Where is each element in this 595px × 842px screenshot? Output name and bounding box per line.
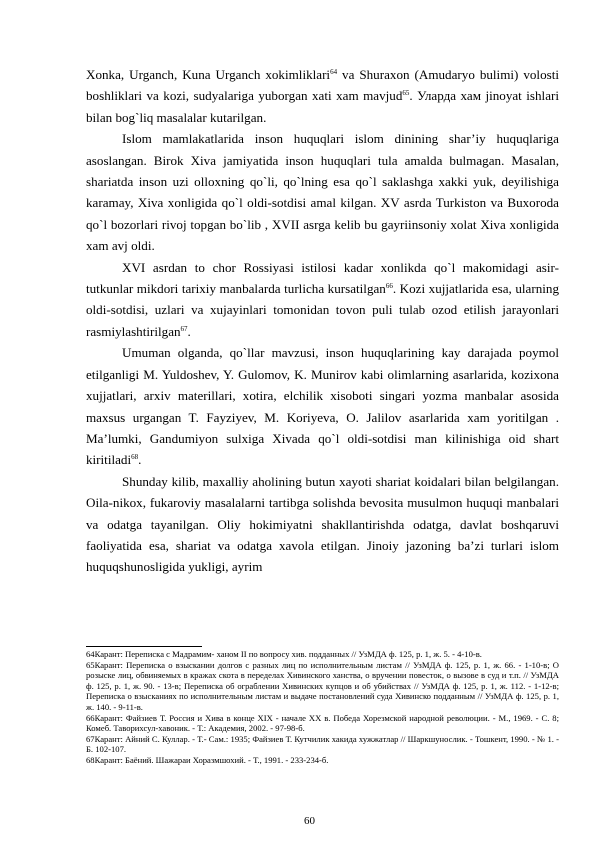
paragraph-text: XVI asrdan to chor Rossiyasi istilosi kadar xonlikda qo`l makomidagi asir-tutkunlar mikdori tarixiy manbalarda turlicha kursatilgan xyxy=(86,259,559,297)
footnote-reference: 64 xyxy=(330,68,338,76)
footnote: 65Карант: Переписка о взыскании долгов с разных лиц по исполнительным листам // УзМДА ф. 125, р. 1, ж. 66. - 1-10-в; О розыске лиц, обвиняемых в кражах скота в переделах Хивинского ханства, о вручении повесток, о вызове в суд и т.п. // УзМДА ф. 125, р. 1, ж. 90. - 13-в; Переписка об ограблении Хивинских купцов и об убийствах // УзМДА ф. 125, р. 1, ж. 112. - 1-12-в; Переписка о взысканиях по исполнительным листам и выдаче постановлений суда Хивинско подданным // УзМДА ф. 125, р. 1, ж. 140. - 9-11-в. xyxy=(86,659,559,712)
paragraph-text: . xyxy=(187,323,191,339)
paragraph-text: . Kozi xujjatlarida esa, ularning oldi-sotdisi, uzlari va xujayinlari tomonidan tovon puli tulab ozod etilish jarayonlari rasmiylashtirilgan xyxy=(86,281,559,339)
footnote: 66Карант: Файзиев Т. Россия и Хива в конце XIX - начале XX в. Победа Хорезмской народной революции. - М., 1969. - С. 8; Комеб. Таворихсул-хавоник. - Т.: Академия, 2002. - 97-98-б. xyxy=(86,712,559,734)
footnote-reference: 65 xyxy=(402,89,410,98)
footnote: 67Карант: Айний С. Куллар. - Т.- Сам.: 1935; Файзиев Т. Кутчилик хакида хужжатлар // Шаркшунослик. - Тошкент, 1990. - № 1. - Б. 102-107. xyxy=(86,733,559,755)
paragraph-text: . Уларда хам jinoyat ishlari bilan bog`liq masalalar kutarilgan. xyxy=(86,88,560,125)
paragraph xyxy=(86,342,559,470)
paragraph-text: Islom mamlakatlarida inson huquqlari islom dinining shar’iy huquqlariga asoslangan. Birok Xiva jamiyatida inson huquqlari tula amalda bulmagan. Masalan, shariatda inson uzi olloxning qo`li, qo`lning esa qo`l saklashga xakki yuk, deyilishiga karamay, Xiva xonligida qo`l oldi-sotdisi amal kilgan. XV asrda Turkiston va Buxoroda qo`l bozorlari rivoj topgan bo`lib , XVII asrga kelib bu gayriinsoniy xolat Xiva xonligida xam avj oldi. xyxy=(86,131,559,254)
footnote: 64Карант: Переписка с Мадрамим- ханом II по вопросу хив. подданных // УзМДА ф. 125, р. 1, ж. 5. - 4-10-в. xyxy=(86,649,482,659)
paragraph-text: Umuman olganda, qo`llar mavzusi, inson huquqlarining kay darajada poymol etilganligi M. Yuldoshev, Y. Gulomov, K. Munirov kabi olimlarning asarlarida, kozixona xujjatlari, arxiv materillari, xotira, elchilik xisoboti singari yozma manbalar asosida maxsus urgangan T. Fayziyev, M. Koriyeva, O. Jalilov asarlarida xam yoritilgan . Ma’lumki, Gandumiyon sulxiga Xivada qo`l oldi-sotdisi man kilinishiga oid shart kiritiladi xyxy=(86,345,559,468)
paragraph-text: . xyxy=(138,452,142,468)
paragraph xyxy=(86,64,559,128)
footnotes xyxy=(86,649,559,766)
footnote-reference: 68 xyxy=(131,453,139,462)
footnote-reference: 66 xyxy=(385,282,393,291)
footnote: 68Карант: Баёний. Шажараи Хоразмшохий. - Т., 1991. - 233-234-б. xyxy=(86,754,329,765)
paragraph xyxy=(86,471,559,578)
paragraph-text: Xonka, Urganch, Kuna Urganch xokimliklari xyxy=(86,67,331,82)
main-text xyxy=(86,64,559,578)
page-number: 60 xyxy=(304,815,315,827)
footnote-reference: 67 xyxy=(180,324,188,333)
paragraph xyxy=(86,257,559,343)
paragraph-text: Shunday kilib, maxalliy aholining butun xayoti shariat koidalari bilan belgilangan. Oila-nikox, fukaroviy masalalarni tartibga solishda bevosita musulmon huquqi manbalari va odatga tayanilgan. Oliy hokimiyatni shakllantirishda odatga, davlat boshqaruvi faoliyatida esa, shariat va odatga xavola etilgan. Jinoiy jazoning ba’zi turlari islom huquqshunosligida yukligi, ayrim xyxy=(86,473,559,575)
paragraph xyxy=(86,128,559,256)
footnote-separator xyxy=(86,646,202,647)
paragraph-text: va Shuraxon (Amudaryo bulimi) volosti boshliklari va kozi, sudyalariga yuborgan xati xam mavjud xyxy=(86,67,559,104)
